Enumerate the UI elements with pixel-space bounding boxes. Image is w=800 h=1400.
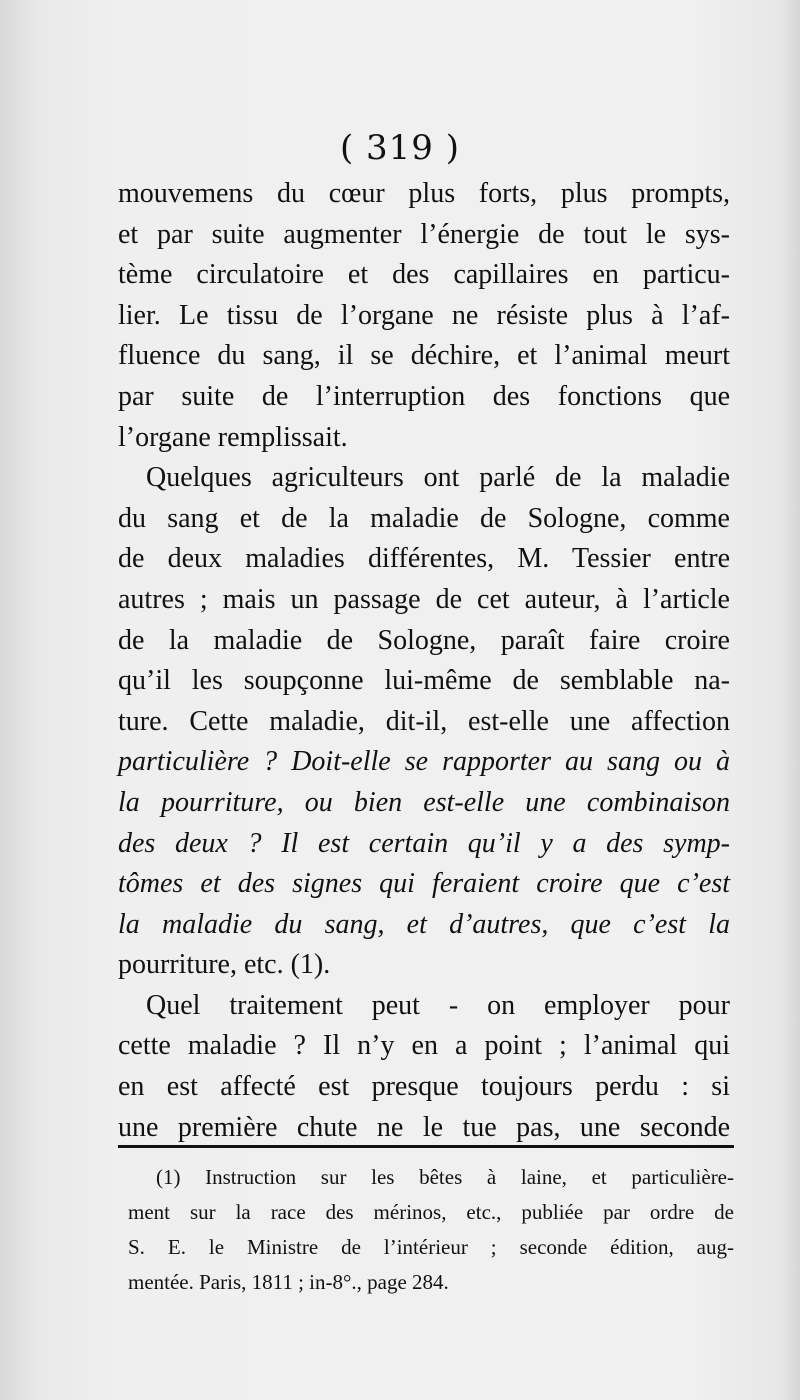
text-line: du sang et de la maladie de Sologne, comme (118, 502, 730, 534)
footnote-line: S. E. le Ministre de l’intérieur ; seconde édition, aug- (128, 1235, 734, 1259)
text-line: particulière ? Doit-elle se rapporter au sang ou à (118, 746, 730, 778)
text-line: de la maladie de Sologne, paraît faire croire (118, 624, 730, 656)
text-line: mouvemens du cœur plus forts, plus prompts, (118, 178, 730, 209)
text-line: tème circulatoire et des capillaires en particu- (118, 259, 730, 291)
text-line: qu’il les soupçonne lui-même de semblable na- (118, 665, 730, 697)
text-line: la pourriture, ou bien est-elle une combinaison (118, 786, 730, 818)
text-line: et par suite augmenter l’énergie de tout le sys- (118, 218, 730, 250)
text-line: la maladie du sang, et d’autres, que c’est la (118, 908, 730, 940)
text-line: l’organe remplissait. (118, 421, 348, 453)
text-line: par suite de l’interruption des fonctions que (118, 380, 730, 412)
text-line: tômes et des signes qui feraient croire que c’est (118, 868, 730, 900)
text-line: fluence du sang, il se déchire, et l’animal meurt (118, 340, 730, 372)
text-line: Quel traitement peut - on employer pour (146, 989, 730, 1021)
text-line: Quelques agriculteurs ont parlé de la maladie (146, 462, 730, 494)
text-line: lier. Le tissu de l’organe ne résiste plus à l’af- (118, 299, 730, 331)
footnote (128, 1160, 734, 1300)
text-line: en est affecté est presque toujours perdu : si (118, 1071, 730, 1103)
text-line: cette maladie ? Il n’y en a point ; l’animal qui (118, 1030, 730, 1062)
text-line: autres ; mais un passage de cet auteur, à l’article (118, 583, 730, 615)
text-line: ture. Cette maladie, dit-il, est-elle une affection (118, 705, 730, 737)
footnote-divider (118, 1145, 734, 1148)
text-line: de deux maladies différentes, M. Tessier entre (118, 543, 730, 575)
text-line: des deux ? Il est certain qu’il y a des symp- (118, 827, 730, 859)
page-number: ( 319 ) (339, 128, 461, 168)
body-text (118, 174, 730, 1148)
footnote-line: mentée. Paris, 1811 ; in-8°., page 284. (128, 1270, 449, 1294)
footnote-line: ment sur la race des mérinos, etc., publiée par ordre de (128, 1200, 734, 1224)
text-line: une première chute ne le tue pas, une seconde (118, 1111, 730, 1143)
footnote-line: (1) Instruction sur les bêtes à laine, et particulière- (156, 1165, 734, 1189)
text-line: pourriture, etc. (1). (118, 949, 331, 981)
